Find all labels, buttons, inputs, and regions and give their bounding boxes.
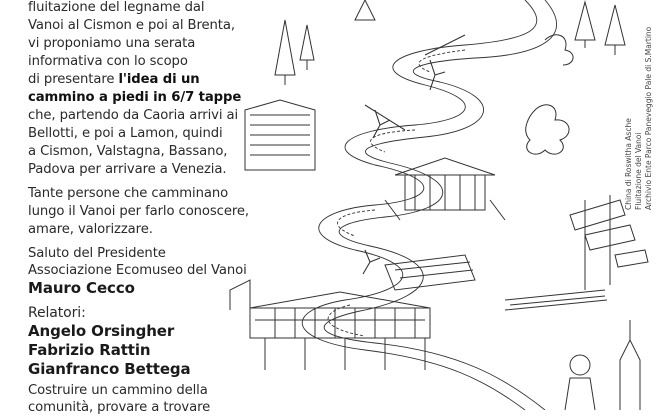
people-line: amare, valorizzare. bbox=[28, 222, 153, 237]
illustration-credit bbox=[624, 0, 666, 210]
speaker-name: Gianfranco Bettega bbox=[28, 360, 191, 378]
people-line: Tante persone che camminano bbox=[28, 186, 229, 201]
speaker-name: Angelo Orsingher bbox=[28, 322, 175, 340]
route-line: Bellotti, e poi a Lamon, quindi bbox=[28, 126, 223, 141]
credit-line: Fluitazione del Vanoi bbox=[634, 132, 643, 210]
bell-tower bbox=[620, 320, 640, 410]
log-hut bbox=[385, 158, 505, 220]
intro-line: Vanoi al Cismon e poi al Brenta, bbox=[28, 18, 235, 33]
covered-bridge bbox=[230, 280, 430, 370]
log-driving-illustration bbox=[225, 0, 670, 410]
wooden-shed bbox=[245, 100, 315, 170]
event-text-column bbox=[0, 0, 249, 415]
speakers-label: Relatori: bbox=[28, 305, 86, 321]
river bbox=[302, 0, 556, 410]
smoke-clouds bbox=[526, 35, 573, 154]
route-line: che, partendo da Caoria arrivi ai bbox=[28, 108, 239, 123]
idea-highlight: l'idea di un bbox=[118, 72, 200, 87]
speaker-name: Fabrizio Rattin bbox=[28, 341, 151, 359]
log-rafts bbox=[385, 255, 607, 310]
greeting-line: Associazione Ecomuseo del Vanoi bbox=[28, 263, 247, 278]
saint-figure bbox=[565, 355, 595, 410]
route-line: Padova per arrivare a Venezia. bbox=[28, 162, 227, 177]
workers-with-poles bbox=[363, 35, 465, 274]
credit-line: Archivio Ente Parco Paneveggio Pale di S.Martino bbox=[644, 26, 653, 210]
greeting-line: Saluto del Presidente bbox=[28, 246, 166, 261]
intro-line-with-highlight bbox=[28, 71, 200, 89]
people-line: lungo il Vanoi per farlo conoscere, bbox=[28, 204, 249, 219]
route-line: a Cismon, Valstagna, Bassano, bbox=[28, 144, 228, 159]
president-name: Mauro Cecco bbox=[28, 279, 135, 297]
closing-line: Costruire un cammino della bbox=[28, 383, 208, 398]
intro-line: vi proponiamo una serata bbox=[28, 36, 196, 51]
credit-line: China di Roswitha Asche bbox=[624, 118, 633, 210]
intro-lead: di presentare bbox=[28, 72, 119, 87]
closing-line: comunità, provare a trovare bbox=[28, 400, 211, 415]
idea-highlight: cammino a piedi in 6/7 tappe bbox=[28, 90, 242, 105]
intro-line: informativa con lo scopo bbox=[28, 54, 188, 69]
intro-line: fluitazione del legname dal bbox=[28, 0, 205, 15]
